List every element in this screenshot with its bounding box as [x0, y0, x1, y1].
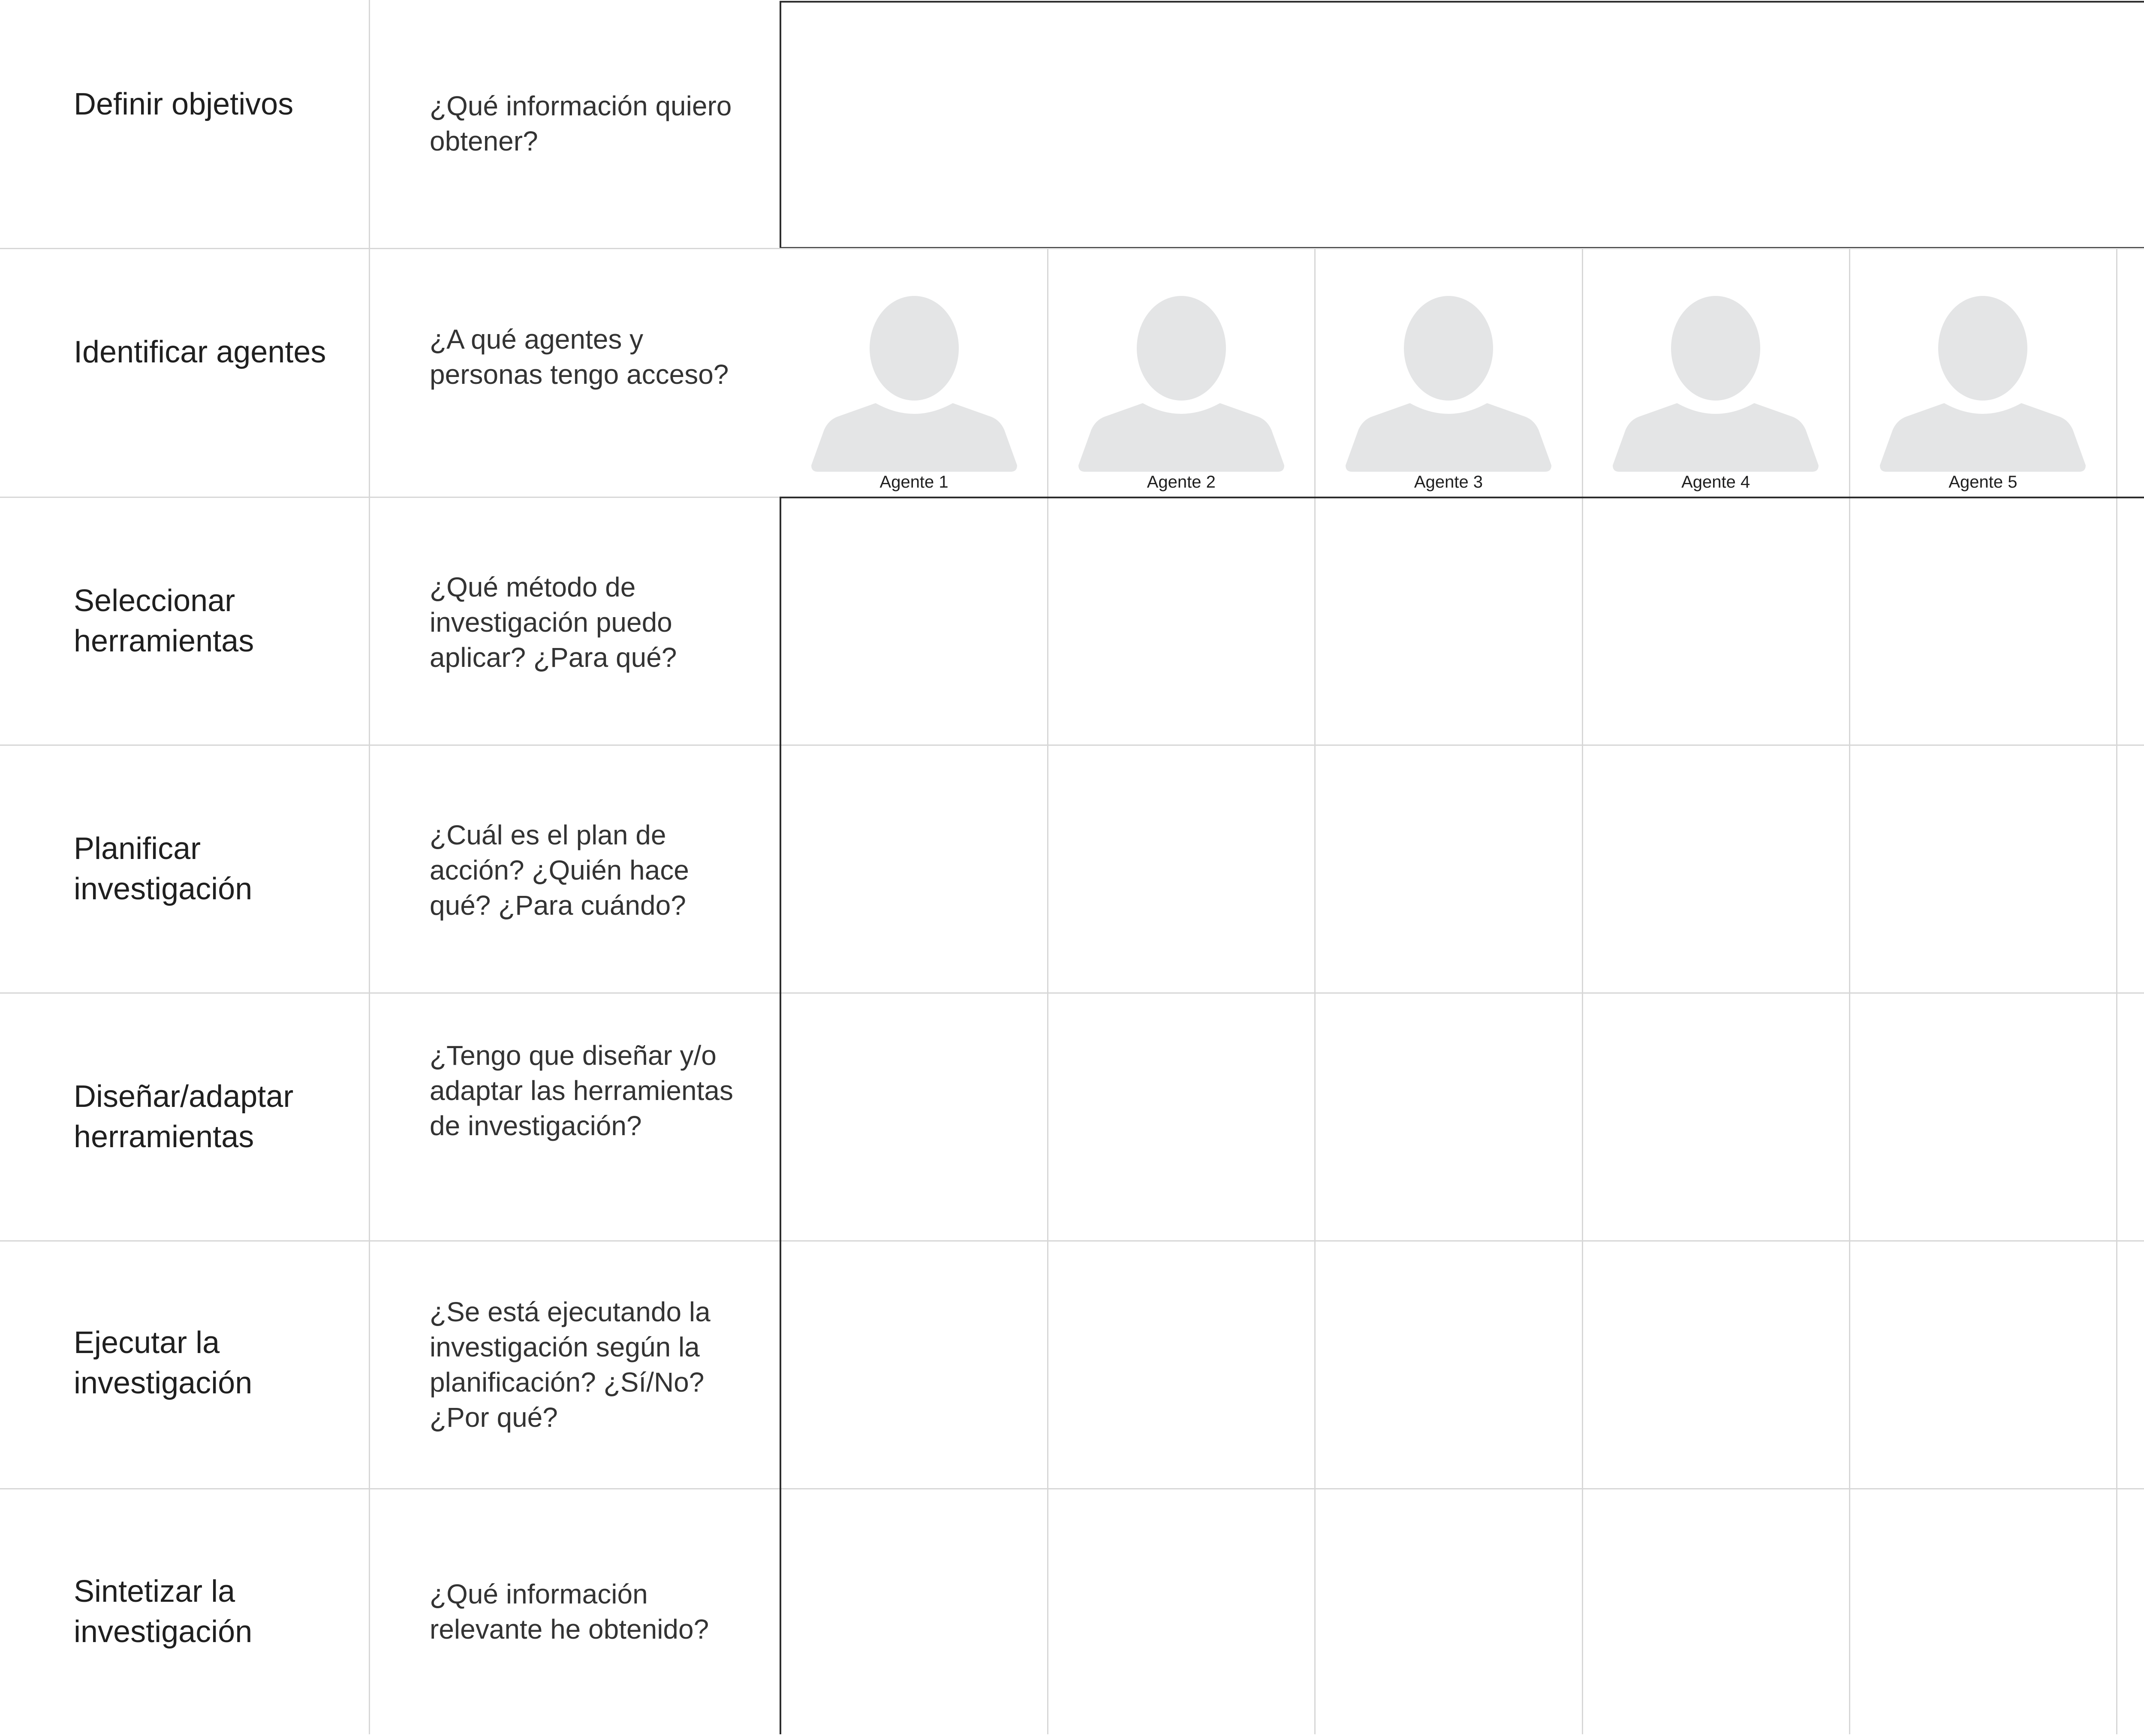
matrix-cell[interactable]	[780, 744, 1048, 992]
matrix-column-divider	[1314, 497, 1316, 1734]
matrix-column-divider	[1849, 497, 1850, 1734]
matrix-cell[interactable]	[1315, 497, 1582, 744]
person-avatar-icon	[1078, 296, 1284, 497]
agent-column-divider	[1582, 249, 1583, 497]
matrix-cell[interactable]	[1315, 1240, 1582, 1488]
agent-cell[interactable]	[1315, 249, 1582, 497]
agent-label	[2117, 473, 2144, 491]
matrix-cell[interactable]	[1582, 992, 1849, 1240]
matrix-cell[interactable]	[1315, 1488, 1582, 1734]
guiding-question: ¿Qué información quiero obtener?	[430, 90, 732, 157]
agent-cell[interactable]	[1048, 249, 1315, 497]
agent-column-divider	[2116, 249, 2117, 497]
matrix-cell[interactable]	[1849, 744, 2117, 992]
agent-cell[interactable]	[2117, 249, 2144, 497]
matrix-cell[interactable]	[2117, 1488, 2144, 1734]
objectives-input-area[interactable]	[780, 1, 2144, 249]
matrix-cell[interactable]	[1048, 497, 1315, 744]
agent-column-divider	[1849, 249, 1850, 497]
matrix-cell[interactable]	[780, 497, 1048, 744]
matrix-cell[interactable]	[1315, 744, 1582, 992]
stage-label: Ejecutar la investigación	[74, 1326, 253, 1400]
guiding-question: ¿Qué información relevante he obtenido?	[430, 1579, 709, 1645]
matrix-cell[interactable]	[2117, 497, 2144, 744]
agent-label: Agente 1	[879, 473, 949, 491]
matrix-cell[interactable]	[1849, 1488, 2117, 1734]
guiding-question: ¿Qué método de investigación puedo aplicar? ¿Para qué?	[430, 572, 677, 673]
person-avatar-icon	[811, 296, 1017, 497]
agent-label: Agente 4	[1681, 473, 1750, 491]
stage-label: Diseñar/adaptar herramientas	[74, 1079, 294, 1154]
stage-label: Sintetizar la investigación	[74, 1574, 253, 1649]
matrix-cell[interactable]	[1315, 992, 1582, 1240]
matrix-cell[interactable]	[2117, 1240, 2144, 1488]
agent-cell[interactable]	[780, 249, 1048, 497]
matrix-cell[interactable]	[1849, 992, 2117, 1240]
guiding-question: ¿Tengo que diseñar y/o adaptar las herramientas de investigación?	[430, 1040, 733, 1141]
stage-label: Definir objetivos	[74, 87, 294, 121]
guiding-question: ¿A qué agentes y personas tengo acceso?	[430, 324, 729, 390]
stage-label: Planificar investigación	[74, 832, 253, 906]
matrix-cell[interactable]	[2117, 992, 2144, 1240]
matrix-left-border	[780, 497, 781, 1734]
matrix-column-divider	[2116, 497, 2117, 1734]
matrix-cell[interactable]	[780, 1488, 1048, 1734]
matrix-cell[interactable]	[1582, 1488, 1849, 1734]
person-avatar-icon	[1346, 296, 1551, 497]
matrix-cell[interactable]	[1048, 1488, 1315, 1734]
stage-label: Identificar agentes	[74, 335, 326, 369]
guiding-question: ¿Cuál es el plan de acción? ¿Quién hace qué? ¿Para cuándo?	[430, 820, 689, 921]
matrix-cell[interactable]	[1048, 1240, 1315, 1488]
agent-label: Agente 5	[1948, 473, 2018, 491]
agent-cell[interactable]	[1849, 249, 2117, 497]
matrix-cell[interactable]	[1048, 744, 1315, 992]
matrix-cell[interactable]	[1582, 744, 1849, 992]
agent-label: Agente 3	[1414, 473, 1483, 491]
matrix-column-divider	[1582, 497, 1583, 1734]
matrix-cell[interactable]	[780, 992, 1048, 1240]
guiding-question: ¿Se está ejecutando la investigación según la planificación? ¿Sí/No? ¿Por qué?	[430, 1296, 711, 1433]
matrix-top-border	[780, 497, 2144, 498]
matrix-cell[interactable]	[1048, 992, 1315, 1240]
agent-column-divider	[1314, 249, 1316, 497]
matrix-cell[interactable]	[780, 1240, 1048, 1488]
matrix-cell[interactable]	[1849, 1240, 2117, 1488]
agent-label: Agente 2	[1147, 473, 1216, 491]
person-avatar-icon	[1613, 296, 1819, 497]
matrix-cell[interactable]	[1849, 497, 2117, 744]
matrix-cell[interactable]	[2117, 744, 2144, 992]
agent-column-divider	[1047, 249, 1048, 497]
matrix-cell[interactable]	[1582, 497, 1849, 744]
stage-label: Seleccionar herramientas	[74, 584, 254, 658]
agent-cell[interactable]	[1582, 249, 1849, 497]
matrix-cell[interactable]	[1582, 1240, 1849, 1488]
person-avatar-icon	[1880, 296, 2086, 497]
matrix-column-divider	[1047, 497, 1048, 1734]
